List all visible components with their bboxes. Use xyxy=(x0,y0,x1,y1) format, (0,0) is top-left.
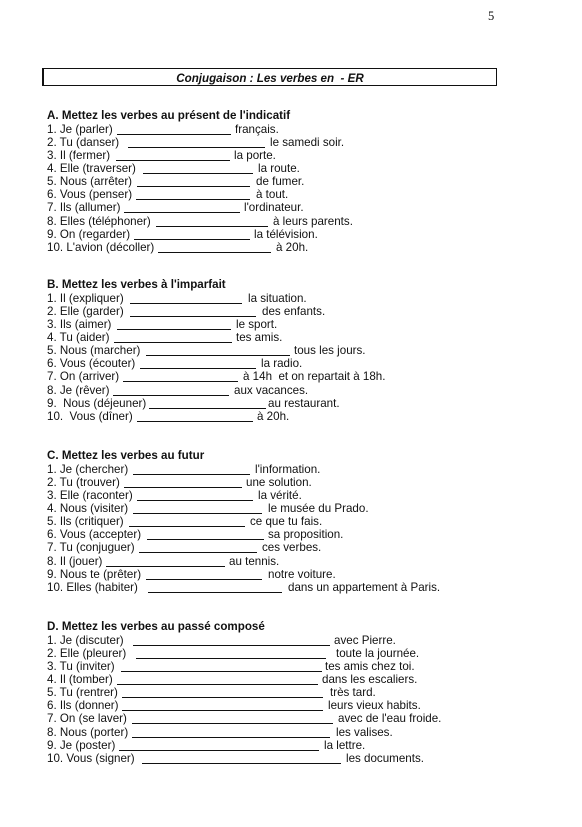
item-completion: de fumer. xyxy=(256,175,305,189)
exercise-item xyxy=(47,502,547,515)
item-completion: à leurs parents. xyxy=(273,214,353,228)
item-completion: la route. xyxy=(258,161,300,175)
answer-blank xyxy=(130,303,242,304)
item-completion: aux vacances. xyxy=(234,383,309,397)
answer-blank xyxy=(117,684,318,685)
item-completion: français. xyxy=(235,122,279,136)
item-prompt: 6. Vous (accepter) xyxy=(47,528,142,542)
item-prompt: 7. On (arriver) xyxy=(47,370,120,384)
item-prompt: 10. L'avion (décoller) xyxy=(47,240,155,254)
answer-blank xyxy=(147,539,264,540)
item-prompt: 4. Nous (visiter) xyxy=(47,501,129,515)
answer-blank xyxy=(137,500,253,501)
answer-blank xyxy=(124,487,242,488)
exercise-item xyxy=(47,410,547,423)
exercise-item xyxy=(47,357,547,370)
item-completion: la situation. xyxy=(248,291,307,305)
item-completion: le sport. xyxy=(236,317,278,331)
item-prompt: 4. Elle (traverser) xyxy=(47,161,136,175)
item-prompt: 4. Il (tomber) xyxy=(47,672,113,686)
exercise-item xyxy=(47,476,547,489)
item-prompt: 5. Nous (arrêter) xyxy=(47,175,133,189)
item-completion: les valises. xyxy=(336,725,393,739)
item-completion: au restaurant. xyxy=(268,396,340,410)
item-completion: l'ordinateur. xyxy=(244,201,304,215)
item-completion: l'information. xyxy=(255,462,321,476)
answer-blank xyxy=(158,252,271,253)
item-completion: le musée du Prado. xyxy=(268,501,369,515)
exercise-item xyxy=(47,739,547,752)
exercise-item xyxy=(47,149,547,162)
exercise-item xyxy=(47,241,547,254)
exercise-item xyxy=(47,555,547,568)
item-prompt: 7. On (se laver) xyxy=(47,712,127,726)
item-prompt: 5. Nous (marcher) xyxy=(47,344,141,358)
item-prompt: 8. Nous (porter) xyxy=(47,725,129,739)
exercise-item xyxy=(47,292,547,305)
item-prompt: 5. Tu (rentrer) xyxy=(47,686,118,700)
item-completion: dans les escaliers. xyxy=(322,672,418,686)
item-completion: notre voiture. xyxy=(268,567,336,581)
exercise-item xyxy=(47,634,547,647)
answer-blank xyxy=(123,381,238,382)
exercise-item xyxy=(47,318,547,331)
exercise-item xyxy=(47,188,547,201)
item-completion: très tard. xyxy=(330,686,376,700)
item-prompt: 7. Ils (allumer) xyxy=(47,201,121,215)
page-number: 5 xyxy=(488,9,495,23)
item-completion: à tout. xyxy=(256,188,289,202)
exercise-item xyxy=(47,712,547,725)
section-heading: D. Mettez les verbes au passé composé xyxy=(47,620,265,634)
answer-blank xyxy=(117,134,231,135)
answer-blank xyxy=(122,697,323,698)
item-prompt: 6. Vous (écouter) xyxy=(47,357,136,371)
section-a xyxy=(47,109,547,254)
answer-blank xyxy=(146,579,262,580)
answer-blank xyxy=(130,316,256,317)
item-prompt: 2. Elle (garder) xyxy=(47,304,124,318)
item-prompt: 8. Il (jouer) xyxy=(47,554,103,568)
item-completion: au tennis. xyxy=(229,554,280,568)
item-prompt: 9. On (regarder) xyxy=(47,227,131,241)
item-prompt: 1. Je (chercher) xyxy=(47,462,129,476)
answer-blank xyxy=(140,368,256,369)
item-prompt: 6. Vous (penser) xyxy=(47,188,133,202)
item-completion: tous les jours. xyxy=(294,344,366,358)
item-prompt: 3. Tu (inviter) xyxy=(47,659,115,673)
item-completion: à 20h. xyxy=(276,240,309,254)
item-completion: dans un appartement à Paris. xyxy=(288,580,441,594)
item-prompt: 10. Vous (signer) xyxy=(47,751,135,765)
item-completion: tes amis. xyxy=(236,330,283,344)
item-prompt: 4. Tu (aider) xyxy=(47,330,110,344)
exercise-item xyxy=(47,660,547,673)
item-prompt: 1. Je (discuter) xyxy=(47,633,124,647)
item-prompt: 2. Tu (trouver) xyxy=(47,475,120,489)
item-prompt: 2. Elle (pleurer) xyxy=(47,646,127,660)
item-prompt: 10. Vous (dîner) xyxy=(47,409,133,423)
item-completion: la porte. xyxy=(234,148,276,162)
item-prompt: 8. Je (rêver) xyxy=(47,383,110,397)
exercise-item xyxy=(47,175,547,188)
exercise-item xyxy=(47,123,547,136)
item-prompt: 2. Tu (danser) xyxy=(47,135,120,149)
item-prompt: 6. Ils (donner) xyxy=(47,699,119,713)
answer-blank xyxy=(133,645,330,646)
exercise-item xyxy=(47,370,547,383)
item-completion: à 20h. xyxy=(257,409,290,423)
page-title: Conjugaison : Les verbes en - ER xyxy=(176,72,364,85)
answer-blank xyxy=(122,710,323,711)
item-completion: tes amis chez toi. xyxy=(325,659,415,673)
item-completion: avec Pierre. xyxy=(334,633,396,647)
answer-blank xyxy=(148,592,282,593)
answer-blank xyxy=(136,199,250,200)
item-completion: les documents. xyxy=(346,751,424,765)
answer-blank xyxy=(134,239,250,240)
section-heading: B. Mettez les verbes à l'imparfait xyxy=(47,278,226,292)
section-d xyxy=(47,620,547,765)
exercise-item xyxy=(47,215,547,228)
exercise-item xyxy=(47,568,547,581)
answer-blank xyxy=(133,513,262,514)
answer-blank xyxy=(139,552,257,553)
exercise-item xyxy=(47,136,547,149)
item-completion: la radio. xyxy=(261,357,303,371)
exercise-item xyxy=(47,686,547,699)
answer-blank xyxy=(156,226,268,227)
answer-blank xyxy=(113,395,229,396)
exercise-item xyxy=(47,528,547,541)
answer-blank xyxy=(137,186,250,187)
item-completion: des enfants. xyxy=(262,304,326,318)
exercise-item xyxy=(47,305,547,318)
answer-blank xyxy=(119,750,319,751)
exercise-item xyxy=(47,699,547,712)
exercise-item xyxy=(47,581,547,594)
item-completion: la vérité. xyxy=(258,488,302,502)
answer-blank xyxy=(117,329,231,330)
item-prompt: 7. Tu (conjuguer) xyxy=(47,541,135,555)
item-completion: sa proposition. xyxy=(268,528,344,542)
answer-blank xyxy=(143,173,253,174)
item-completion: la lettre. xyxy=(324,738,366,752)
exercise-item xyxy=(47,201,547,214)
item-prompt: 5. Ils (critiquer) xyxy=(47,515,124,529)
item-prompt: 8. Elles (téléphoner) xyxy=(47,214,151,228)
exercise-item xyxy=(47,752,547,765)
answer-blank xyxy=(146,355,290,356)
section-c xyxy=(47,449,547,594)
answer-blank xyxy=(128,147,265,148)
item-completion: la télévision. xyxy=(254,227,318,241)
item-prompt: 3. Elle (raconter) xyxy=(47,488,133,502)
answer-blank xyxy=(149,408,266,409)
answer-blank xyxy=(136,658,326,659)
answer-blank xyxy=(114,342,232,343)
exercise-item xyxy=(47,673,547,686)
exercise-item xyxy=(47,726,547,739)
item-completion: ce que tu fais. xyxy=(250,515,323,529)
section-heading: C. Mettez les verbes au futur xyxy=(47,449,205,463)
item-completion: toute la journée. xyxy=(336,646,420,660)
title-box xyxy=(42,68,497,86)
exercise-item xyxy=(47,397,547,410)
answer-blank xyxy=(124,212,240,213)
answer-blank xyxy=(116,160,230,161)
section-b xyxy=(47,278,547,423)
exercise-item xyxy=(47,344,547,357)
exercise-item xyxy=(47,331,547,344)
item-prompt: 1. Je (parler) xyxy=(47,122,113,136)
answer-blank xyxy=(121,671,322,672)
exercise-item xyxy=(47,463,547,476)
exercise-item xyxy=(47,384,547,397)
item-prompt: 10. Elles (habiter) xyxy=(47,580,138,594)
item-completion: à 14h et on repartait à 18h. xyxy=(243,370,386,384)
answer-blank xyxy=(106,566,225,567)
item-prompt: 9. Nous (déjeuner) xyxy=(47,396,147,410)
answer-blank xyxy=(133,474,250,475)
item-completion: une solution. xyxy=(246,475,312,489)
item-completion: ces verbes. xyxy=(262,541,322,555)
exercise-item xyxy=(47,541,547,554)
item-completion: avec de l'eau froide. xyxy=(338,712,442,726)
item-prompt: 9. Nous te (prêter) xyxy=(47,567,142,581)
item-prompt: 9. Je (poster) xyxy=(47,738,116,752)
item-completion: leurs vieux habits. xyxy=(328,699,421,713)
answer-blank xyxy=(132,737,330,738)
answer-blank xyxy=(142,763,341,764)
exercise-item xyxy=(47,228,547,241)
answer-blank xyxy=(137,421,253,422)
item-prompt: 1. Il (expliquer) xyxy=(47,291,124,305)
item-prompt: 3. Il (fermer) xyxy=(47,148,111,162)
answer-blank xyxy=(132,723,333,724)
exercise-item xyxy=(47,647,547,660)
exercise-item xyxy=(47,489,547,502)
section-heading: A. Mettez les verbes au présent de l'indicatif xyxy=(47,109,291,123)
answer-blank xyxy=(129,526,245,527)
exercise-item xyxy=(47,515,547,528)
item-completion: le samedi soir. xyxy=(270,135,345,149)
item-prompt: 3. Ils (aimer) xyxy=(47,317,112,331)
exercise-item xyxy=(47,162,547,175)
